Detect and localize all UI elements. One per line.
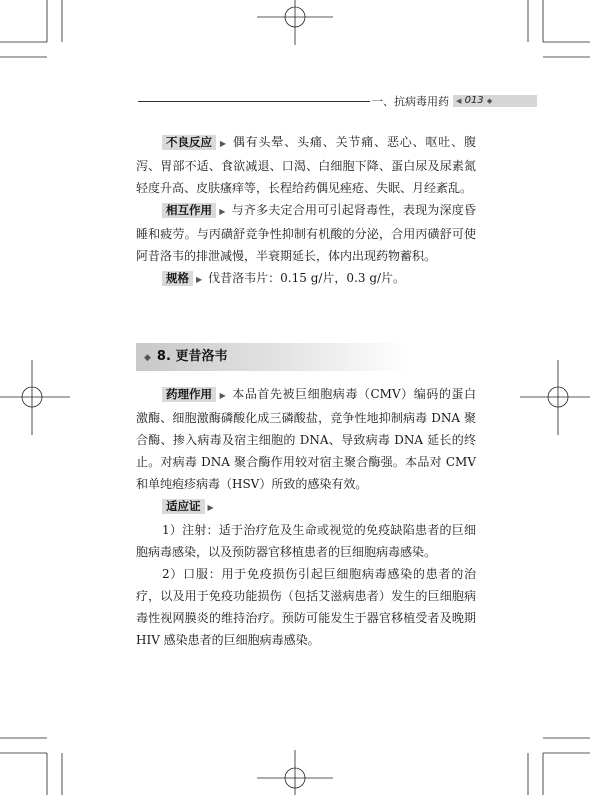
pharmacology-paragraph: [136, 383, 476, 495]
drug-entry-continued: [136, 131, 476, 291]
interactions-paragraph: [136, 199, 476, 267]
header-rule: [138, 101, 370, 102]
section-tag-adverse: 不良反应: [162, 135, 216, 150]
page-number: 013: [464, 95, 484, 106]
tag-arrow-icon: ▶: [196, 275, 203, 284]
indication-oral-paragraph: 2）口服：用于免疫损伤引起巨细胞病毒感染的患者的治疗，以及用于免疫功能损伤（包括艾滋病患者）发生的巨细胞病毒性视网膜炎的维持治疗。预防可能发生于器官移植受者及晚期 HIV 感染患者的巨细胞病毒感染。: [136, 567, 476, 647]
ganciclovir-entry: [136, 383, 476, 651]
section-number: 8.: [156, 349, 171, 364]
running-header: [372, 93, 449, 109]
indication-injection-paragraph: 1）注射：适于治疗危及生命或视觉的免疫缺陷患者的巨细胞病毒感染，以及预防器官移植患者的巨细胞病毒感染。: [136, 523, 476, 559]
section-title: 更昔洛韦: [175, 349, 228, 364]
adverse-reactions-text: 偶有头晕、头痛、关节痛、恶心、呕吐、腹泻、胃部不适、食欲减退、口渴、白细胞下降、蛋白尿及尿素氮轻度升高、皮肤瘙痒等，长程给药偶见痤疮、失眠、月经紊乱。: [136, 135, 476, 195]
diamond-bullet-icon: ◆: [144, 353, 151, 363]
pharmacology-text: 本品首先被巨细胞病毒（CMV）编码的蛋白激酶、细胞激酶磷酸化成三磷酸盐，竞争性地抑制病毒 DNA 聚合酶、掺入病毒及宿主细胞的 DNA、导致病毒 DNA 延长的终止。对病毒 DNA 聚合酶作用较对宿主聚合酶强。本品对 CMV 和单纯疱疹病毒（HSV）所致的感染有效。: [136, 387, 476, 491]
section-tag-interactions: 相互作用: [162, 203, 216, 218]
adverse-reactions-paragraph: [136, 131, 476, 199]
section-heading: [136, 343, 412, 371]
tag-arrow-icon: ▶: [219, 391, 227, 400]
diamond-icon: ◆: [486, 97, 493, 105]
interactions-text: 与齐多夫定合用可引起肾毒性，表现为深度昏睡和疲劳。与丙磺舒竞争性抑制有机酸的分泌，合用丙磺舒可使阿昔洛韦的排泄减慢，半衰期延长，体内出现药物蓄积。: [136, 203, 476, 263]
chapter-title: 一、抗病毒用药: [372, 95, 449, 108]
section-tag-pharmacology: 药理作用: [162, 387, 216, 402]
left-triangle-icon: ◀: [456, 97, 462, 105]
section-tag-spec: 规格: [162, 271, 193, 286]
tag-arrow-icon: ▶: [219, 139, 227, 148]
spec-paragraph: [136, 267, 476, 291]
section-tag-indications: 适应证: [162, 499, 205, 514]
spec-text: 伐昔洛韦片：0.15 g/片，0.3 g/片。: [208, 271, 406, 285]
tag-arrow-icon: ▶: [219, 207, 226, 216]
page-number-band: [453, 95, 537, 107]
indications-heading-line: [136, 495, 476, 519]
tag-arrow-icon: ▶: [207, 503, 214, 512]
